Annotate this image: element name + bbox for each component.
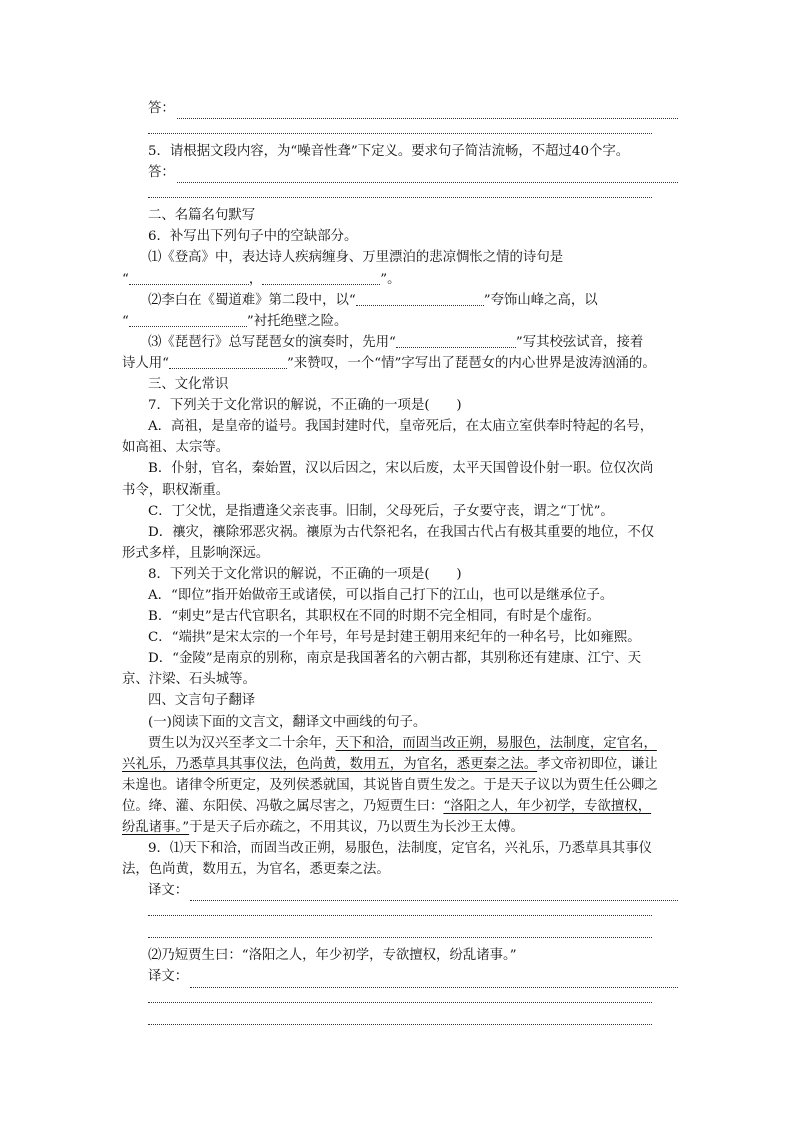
passage-line-5: 纷乱诸事。”于是天子后亦疏之，不用其议，乃以贾生为长沙王太傅。 [122,820,524,835]
q6-sub1-line1: ⑴《登高》中，表达诗人疾病缠身、万里漂泊的悲凉惆怅之情的诗句是 [148,250,564,266]
q7-option-d-cont: 形式多样，且影响深远。 [122,545,270,561]
q8-option-c[interactable]: C．“端拱”是宋太宗的一个年号，年号是封建王朝用来纪年的一种名号，比如雍熙。 [148,630,641,646]
q5-answer-line[interactable] [122,162,678,183]
q6-sub2-line1: ⑵李白在《蜀道难》第二段中，以“ ”夸饰山峰之高，以 [148,292,598,308]
q6-question: 6．补写出下列句子中的空缺部分。 [148,229,358,245]
q9-sub2: ⑵乃短贾生曰：“洛阳之人，年少初学，专欲擅权，纷乱诸事。” [148,948,517,964]
q9-sub1-line2: 法，色尚黄，数用五，为官名，悉更秦之法。 [122,862,390,878]
q5-question: 5．请根据文段内容，为“噪音性聋”下定义。要求句子简洁流畅，不超过40个字。 [148,144,630,160]
q7-question: 7．下列关于文化常识的解说，不正确的一项是( ) [148,398,462,414]
underlined-sentence: 纷乱诸事。” [122,820,190,835]
fill-blank[interactable] [169,355,287,369]
underlined-sentence: 兴礼乐，乃悉草具其事仪法，色尚黄，数用五，为官名，悉更秦之法。 [122,756,538,772]
answer-blank[interactable] [190,973,678,988]
answer-blank-continuation[interactable] [148,1010,652,1025]
translation-label: 译文： [148,969,189,985]
fill-blank[interactable] [356,292,484,306]
q6-sub1-line2: “ ， ”。 [122,271,401,287]
q7-option-a-cont: 如高祖、太宗等。 [122,440,230,456]
section-4-title: 四、文言句子翻译 [148,693,256,709]
q7-option-b[interactable]: B．仆射，官名，秦始置，汉以后因之，宋以后废，太平天国曾设仆射一职。位仅次尚 [148,461,654,477]
passage-line-2: 兴礼乐，乃悉草具其事仪法，色尚黄，数用五，为官名，悉更秦之法。孝文帝初即位，谦让 [122,756,658,772]
q7-option-d[interactable]: D．禳灾，禳除邪恶灾祸。禳原为古代祭祀名，在我国古代占有极其重要的地位，不仅 [148,524,655,540]
passage-line-1: 贾生以为汉兴至孝文二十余年，天下和洽，而固当改正朔，易服色，法制度，定官名， [148,735,657,751]
answer-blank-continuation[interactable] [148,119,652,134]
answer-blank-continuation[interactable] [148,988,652,1003]
q8-option-d[interactable]: D．“金陵”是南京的别称，南京是我国著名的六朝古都，其别称还有建康、江宁、天 [148,651,642,667]
q6-sub2-line2: “ ”衬托绝壁之险。 [122,313,348,329]
section-3-title: 三、文化常识 [148,377,229,393]
fill-blank[interactable] [262,271,380,285]
q8-option-a[interactable]: A．“即位”指开始做帝王或诸侯，可以指自己打下的江山，也可以是继承位子。 [148,587,614,603]
answer-blank-continuation[interactable] [148,901,652,916]
section-2-title: 二、名篇名句默写 [148,208,256,224]
q8-option-b[interactable]: B．“刺史”是古代官职名，其职权在不同的时期不完全相同，有时是个虚衔。 [148,609,601,625]
answer-blank[interactable] [177,104,678,119]
q9-sub1-translation[interactable] [122,880,678,901]
passage-line-4: 位。绛、灌、东阳侯、冯敬之属尽害之，乃短贾生曰：“洛阳之人，年少初学，专欲擅权， [122,798,652,814]
answer-blank-continuation[interactable] [148,183,652,198]
q9-sub1-line1: 9．⑴天下和洽，而固当改正朔，易服色，法制度，定官名，兴礼乐，乃悉草具其事仪 [148,841,652,857]
q8-option-d-cont: 京、汴梁、石头城等。 [122,672,256,688]
q4-answer-line[interactable] [122,98,678,119]
translation-label: 译文： [148,883,189,899]
q7-option-b-cont: 书令，职权渐重。 [122,482,230,498]
q6-sub3-line2: 诗人用“ ”来赞叹，一个“情”字写出了琵琶女的内心世界是波涛汹涌的。 [122,355,656,371]
answer-blank-continuation[interactable] [148,923,652,938]
fill-blank[interactable] [129,313,247,327]
fill-blank[interactable] [129,271,249,285]
section-4-instruction: (一)阅读下面的文言文，翻译文中画线的句子。 [148,714,427,730]
exam-content [122,98,678,1032]
q5-answer-label: 答： [148,165,175,181]
q7-option-a[interactable]: A．高祖，是皇帝的谥号。我国封建时代，皇帝死后，在太庙立室供奉时特起的名号， [148,419,654,435]
q7-option-c[interactable]: C．丁父忧，是指遭逢父亲丧事。旧制，父母死后，子女要守丧，谓之“丁忧”。 [148,503,614,519]
fill-blank[interactable] [396,334,516,348]
underlined-sentence: 天下和洽，而固当改正朔，易服色，法制度，定官名， [335,735,657,751]
q6-sub3-line1: ⑶《琵琶行》总写琵琶女的演奏时，先用“ ”写其校弦试音，接着 [148,334,644,350]
underlined-sentence: “洛阳之人，年少初学，专欲擅权， [443,798,652,814]
answer-blank[interactable] [190,886,678,901]
q9-sub2-translation[interactable] [122,966,678,987]
answer-blank[interactable] [177,168,678,183]
passage-line-3: 未遑也。诸律令所更定，及列侯悉就国，其说皆自贾生发之。于是天子议以为贾生任公卿之 [122,777,658,793]
q8-question: 8．下列关于文化常识的解说，不正确的一项是( ) [148,566,462,582]
q4-answer-label: 答： [148,101,175,116]
